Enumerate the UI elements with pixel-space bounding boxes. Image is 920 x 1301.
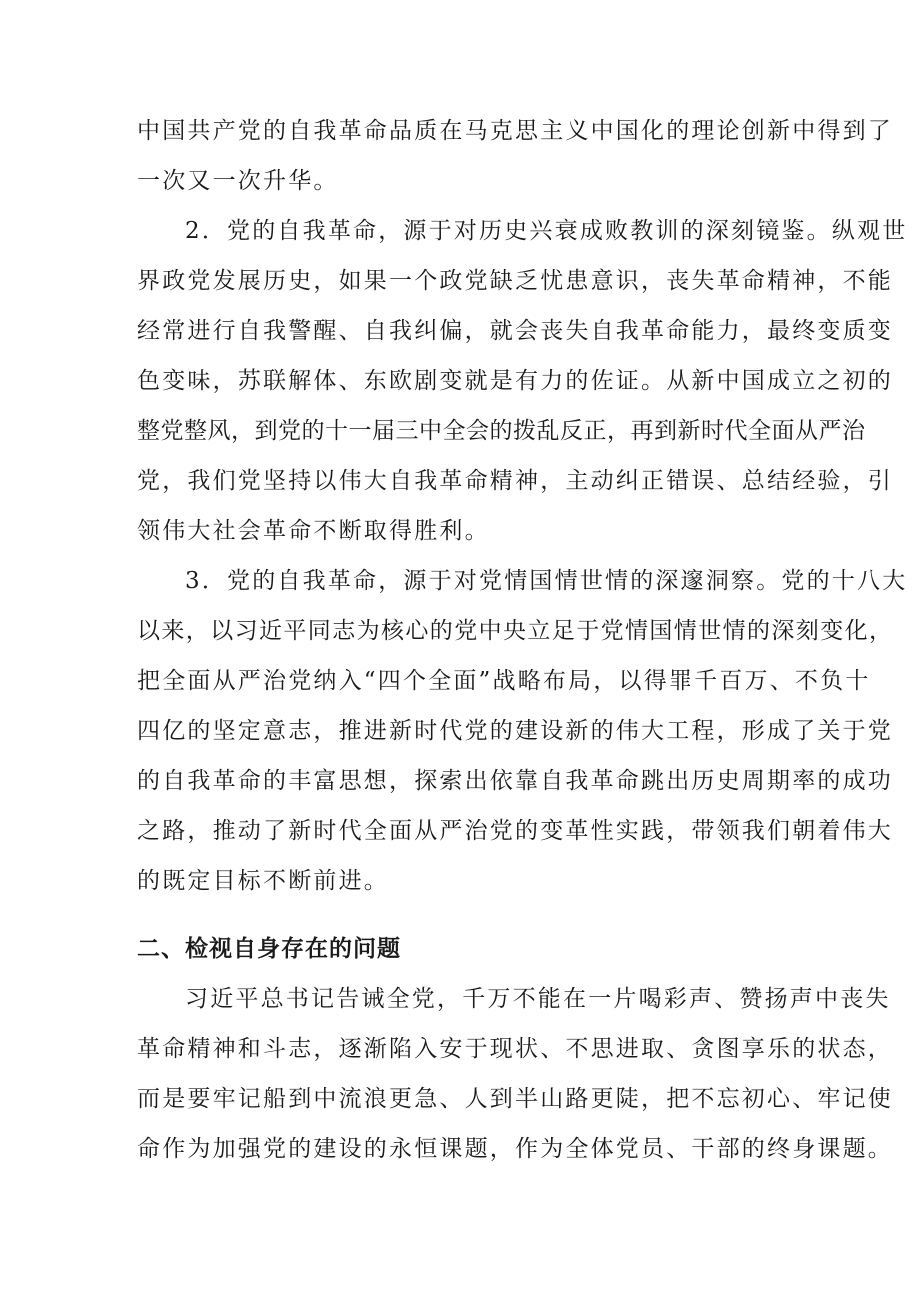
text-line: 党，我们党坚持以伟大自我革命精神，主动纠正错误、总结经验，引 — [137, 468, 893, 494]
text-line: 界政党发展历史，如果一个政党缺乏忧患意识，丧失革命精神，不能 — [137, 268, 893, 294]
text-line: 命作为加强党的建设的永恒课题，作为全体党员、干部的终身课题。 — [137, 1136, 893, 1162]
text-line: 色变味，苏联解体、东欧剧变就是有力的佐证。从新中国成立之初的 — [137, 368, 893, 394]
text-line: 之路，推动了新时代全面从严治党的变革性实践，带领我们朝着伟大 — [137, 818, 893, 844]
text-line: 整党整风，到党的十一届三中全会的拨乱反正，再到新时代全面从严治 — [137, 418, 866, 444]
paragraph-2-start: 2．党的自我革命，源于对历史兴衰成败教训的深刻镜鉴。纵观世 — [185, 218, 908, 244]
text-line: 经常进行自我警醒、自我纠偏，就会丧失自我革命能力，最终变质变 — [137, 318, 893, 344]
text-line: 的自我革命的丰富思想，探索出依靠自我革命跳出历史周期率的成功 — [137, 768, 893, 794]
text-line: 把全面从严治党纳入“四个全面”战略布局，以得罪千百万、不负十 — [137, 668, 871, 694]
text-line: 一次又一次升华。 — [137, 168, 339, 194]
section-paragraph-start: 习近平总书记告诫全党，千万不能在一片喝彩声、赞扬声中丧失 — [185, 986, 891, 1012]
paragraph-3-start: 3．党的自我革命，源于对党情国情世情的深邃洞察。党的十八大 — [185, 568, 908, 594]
text-line: 中国共产党的自我革命品质在马克思主义中国化的理论创新中得到了 — [137, 118, 893, 144]
text-line: 四亿的坚定意志，推进新时代党的建设新的伟大工程，形成了关于党 — [137, 718, 893, 744]
text-line: 革命精神和斗志，逐渐陷入安于现状、不思进取、贪图享乐的状态， — [137, 1036, 893, 1062]
section-heading: 二、检视自身存在的问题 — [137, 936, 401, 962]
text-line: 以来，以习近平同志为核心的党中央立足于党情国情世情的深刻变化， — [137, 618, 894, 644]
text-line: 领伟大社会革命不断取得胜利。 — [137, 518, 490, 544]
text-line: 而是要牢记船到中流浪更急、人到半山路更陡，把不忘初心、牢记使 — [137, 1086, 893, 1112]
text-line: 的既定目标不断前进。 — [137, 868, 389, 894]
